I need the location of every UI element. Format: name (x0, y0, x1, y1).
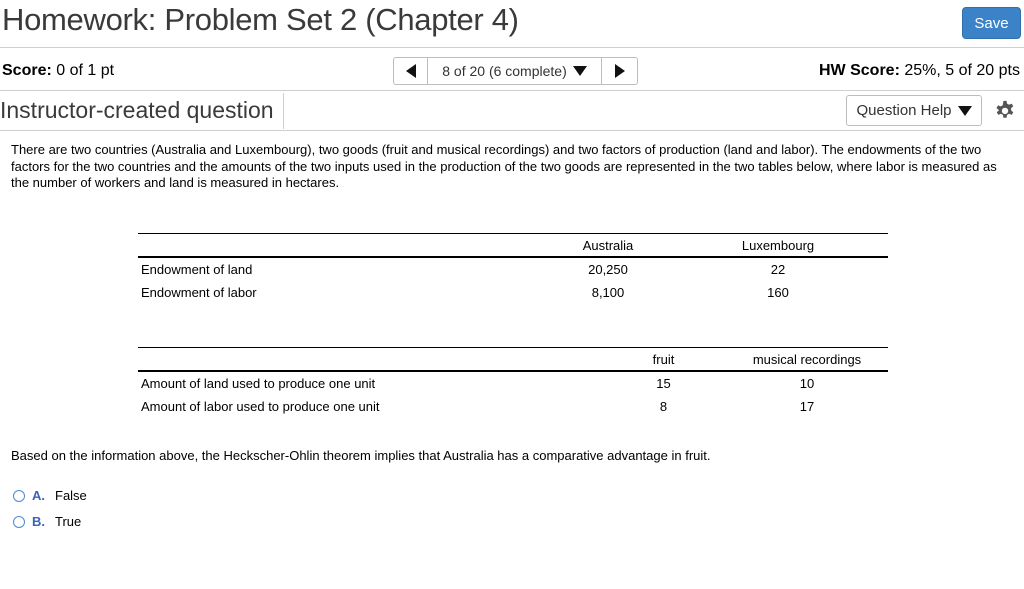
inputs-table (138, 347, 888, 418)
question-selector[interactable] (427, 57, 602, 85)
caret-down-icon (958, 106, 972, 116)
divider (0, 130, 1024, 131)
next-question-button[interactable] (602, 57, 638, 85)
question-help-button[interactable] (846, 95, 982, 126)
hw-score-value: 25%, 5 of 20 pts (904, 62, 1020, 79)
answer-option-a[interactable] (13, 488, 87, 503)
previous-question-button[interactable] (393, 57, 427, 85)
table-row (138, 395, 888, 418)
option-letter: A. (32, 488, 45, 503)
score-label: Score: (2, 62, 52, 79)
table-header-cell (138, 234, 548, 258)
table-cell: 160 (767, 285, 789, 300)
divider (0, 90, 1024, 91)
score-value: 0 of 1 pt (56, 62, 115, 79)
endowments-table (138, 233, 888, 304)
table-cell: 15 (656, 376, 671, 391)
table-cell: Amount of labor used to produce one unit (141, 399, 380, 414)
question-type-label: Instructor-created question (0, 97, 274, 123)
table-cell: Amount of land used to produce one unit (141, 376, 376, 391)
question-help-label: Question Help (856, 102, 952, 119)
table-cell: 20,250 (588, 262, 628, 277)
answer-option-b[interactable] (13, 514, 81, 529)
caret-down-icon (573, 66, 587, 76)
problem-intro: There are two countries (Australia and Luxembourg), two goods (fruit and musical recordings) and two factors of production (land and labor). The endowments of the two factors for the two countries and the amounts of the two inputs used in the production of the two goods are represented in the two tables below, where labor is measured as the number of workers and land is measured in hectares. (11, 142, 997, 190)
table-header-row (138, 348, 888, 372)
divider (283, 93, 284, 129)
table-header-cell: musical recordings (726, 348, 888, 372)
table-row (138, 371, 888, 395)
table-cell: 10 (799, 376, 815, 391)
divider (0, 47, 1024, 48)
radio-button[interactable] (13, 490, 25, 502)
gear-icon[interactable] (994, 99, 1016, 121)
table-cell: 17 (799, 399, 815, 414)
save-button[interactable]: Save (962, 7, 1021, 39)
option-text: False (55, 488, 87, 503)
table-header-cell: Australia (548, 234, 668, 258)
option-text: True (55, 514, 82, 529)
arrow-right-icon (615, 64, 625, 78)
radio-button[interactable] (13, 516, 25, 528)
question-text: Based on the information above, the Heckscher-Ohlin theorem implies that Australia has a comparative advantage in fruit. (11, 448, 711, 463)
table-cell: 8,100 (591, 285, 625, 300)
table-header-row (138, 234, 888, 258)
table-header-cell: Luxembourg (668, 234, 888, 258)
option-letter: B. (32, 514, 45, 529)
table-row (138, 281, 888, 304)
table-row (138, 257, 888, 281)
table-header-cell: fruit (601, 348, 726, 372)
hw-score (819, 62, 1020, 80)
page-title: Homework: Problem Set 2 (Chapter 4) (2, 2, 519, 37)
table-cell: Endowment of labor (141, 285, 257, 300)
table-cell: Endowment of land (141, 262, 253, 277)
table-header-cell (138, 348, 601, 372)
table-cell: 22 (770, 262, 786, 277)
arrow-left-icon (406, 64, 416, 78)
table-cell: 8 (659, 399, 668, 414)
score (2, 62, 114, 80)
hw-score-label: HW Score: (819, 62, 900, 79)
question-position: 8 of 20 (6 complete) (442, 63, 567, 79)
